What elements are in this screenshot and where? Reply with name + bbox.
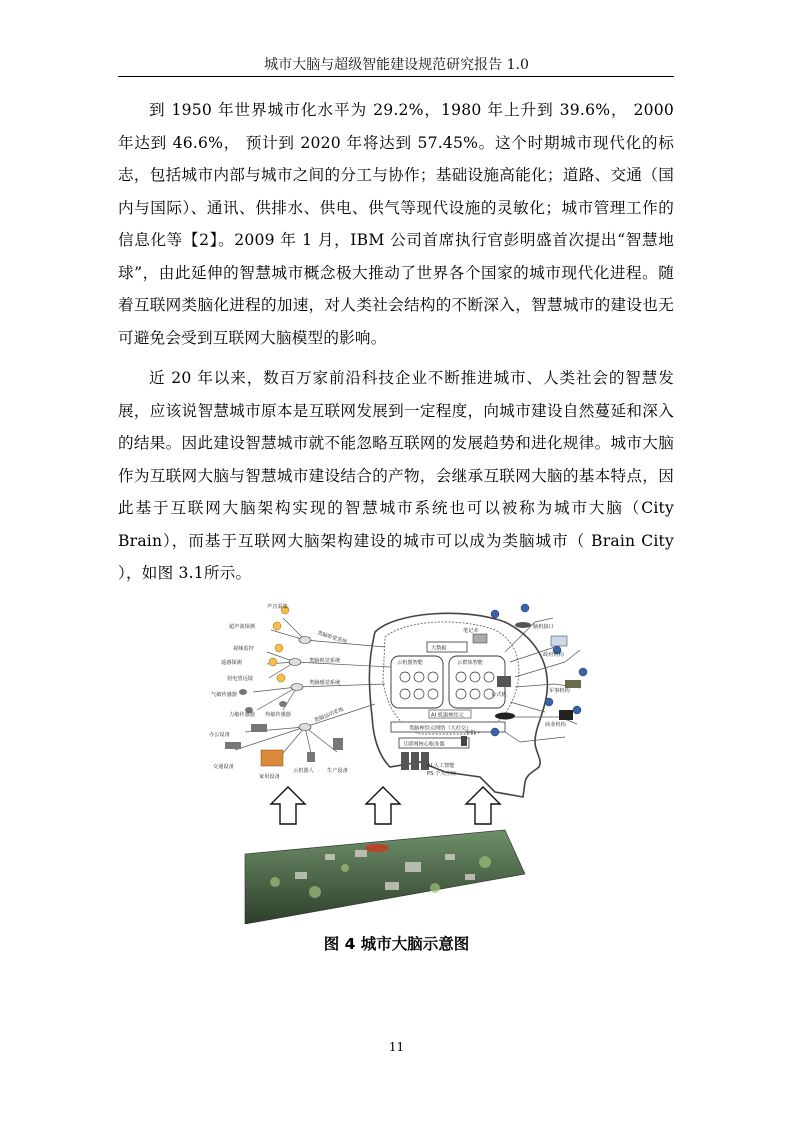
server-icon xyxy=(401,752,429,770)
header-rule xyxy=(118,76,674,77)
city-brain-figure xyxy=(205,592,597,924)
page-number: 11 xyxy=(388,1040,405,1054)
phone-icon xyxy=(461,736,467,746)
label-heat: 热敏传感器 xyxy=(265,712,291,718)
label-traffic: 交通设备 xyxy=(213,764,234,770)
interface-icon xyxy=(515,622,531,628)
label-office: 办公设备 xyxy=(209,732,230,738)
cloud-swarm-label: 云群体智能 xyxy=(457,660,483,666)
core-server-label: 互联网核心服务器 xyxy=(403,741,445,748)
left-network-lines xyxy=(235,618,390,762)
label-motor-system: 类脑运动系统 xyxy=(313,706,345,724)
label-production: 生产设备 xyxy=(327,768,348,774)
neuron-net-label: 类脑神经元网络（大社交） xyxy=(409,725,472,732)
military-icon xyxy=(565,680,581,688)
label-visual-system: 类脑视觉系统 xyxy=(309,658,341,664)
paragraph-urbanization: 到 1950 年世界城市化水平为 29.2%，1980 年上升到 39.6%， 2000 年达到 46.6%， 预计到 2020 年将达到 57.45%。这个时期城市现代化的标志，包括城市内部与城市之间的分工与协作；基础设施高能化；道路、交通（国内与国际）、通讯、供排水、供电、供气等现代设施的灵敏化；城市管理工作的信息化等【2】。2009 年 1 月，IBM 公司首席执行官彭明盛首次提出“智慧地球”，由此延伸的智慧城市概念极大推动了世界各个国家的城市现代化进程。随着互联网类脑化进程的加速，对人类社会结构的不断深入，智慧城市的建设也无可避免会受到互联网大脑模型的影响。 xyxy=(118,101,674,347)
bigdata-label: 大数据 xyxy=(431,645,447,652)
home-device-icon xyxy=(261,750,283,766)
left-hub-nodes xyxy=(289,637,311,731)
up-arrows xyxy=(271,787,500,824)
label-remote: 遥感探测 xyxy=(221,660,242,666)
label-military: 军事机构 xyxy=(549,688,570,694)
label-ultrasonic: 超声波探测 xyxy=(229,624,255,630)
left-device-icons xyxy=(269,606,289,682)
label-desktop: 台式机 xyxy=(491,692,507,698)
label-laptop: 笔记本 xyxy=(463,628,479,634)
left-device-icons-dark xyxy=(225,689,343,762)
label-sound: 声音采集 xyxy=(267,604,288,610)
label-phone: 手机 xyxy=(465,730,476,736)
label-gov: 政府机构 xyxy=(543,652,564,658)
label-force: 力敏传感器 xyxy=(229,712,255,718)
gov-building-icon xyxy=(551,636,567,646)
label-sensory-system: 类脑感觉系统 xyxy=(309,680,341,686)
label-home: 家用设备 xyxy=(259,774,280,780)
cloud-group-label: 云机器智能 xyxy=(397,660,423,666)
label-interface: 脑机接口 xyxy=(533,624,554,630)
up-arrow-center xyxy=(366,787,400,824)
paragraph-city-brain: 近 20 年以来，数百万家前沿科技企业不断推进城市、人类社会的智慧发展，应该说智慧城市原本是互联网发展到一定程度，向城市建设自然蔓延和深入的结果。因此建设智慧城市就不能忽略互联网的发展趋势和进化规律。城市大脑作为互联网大脑与智慧城市建设结合的产物，会继承互联网大脑的基本特点，因此基于互联网大脑架构实现的智慧城市系统也可以被称为城市大脑（City Brain），而基于互联网大脑架构建设的城市可以成为类脑城市（ Brain City ），如图 3.1所示。 xyxy=(118,369,674,582)
glasses-icon xyxy=(495,713,515,720)
city-aerial-image xyxy=(245,830,525,924)
running-header: 城市大脑与超级智能建设规范研究报告 1.0 xyxy=(264,57,529,73)
up-arrow-left xyxy=(271,787,305,824)
label-video: 视频监控 xyxy=(233,646,254,652)
desktop-icon xyxy=(497,676,511,687)
label-auditory-system: 类脑听觉系统 xyxy=(316,630,348,646)
business-icon xyxy=(559,710,573,720)
label-robot: 云机器人 xyxy=(293,768,314,774)
ai-engine-label: AI 机器神经元 xyxy=(431,712,464,719)
label-gas: 气敏传感器 xyxy=(211,692,237,698)
ps-label: PS 个人空间 xyxy=(427,771,456,777)
ai-label: AI 人工智能 xyxy=(427,763,455,769)
figure-caption: 图 4 城市大脑示意图 xyxy=(323,935,470,953)
label-radio: 射电望远镜 xyxy=(227,676,253,682)
label-business: 商业机构 xyxy=(545,722,566,728)
laptop-icon xyxy=(473,634,487,643)
